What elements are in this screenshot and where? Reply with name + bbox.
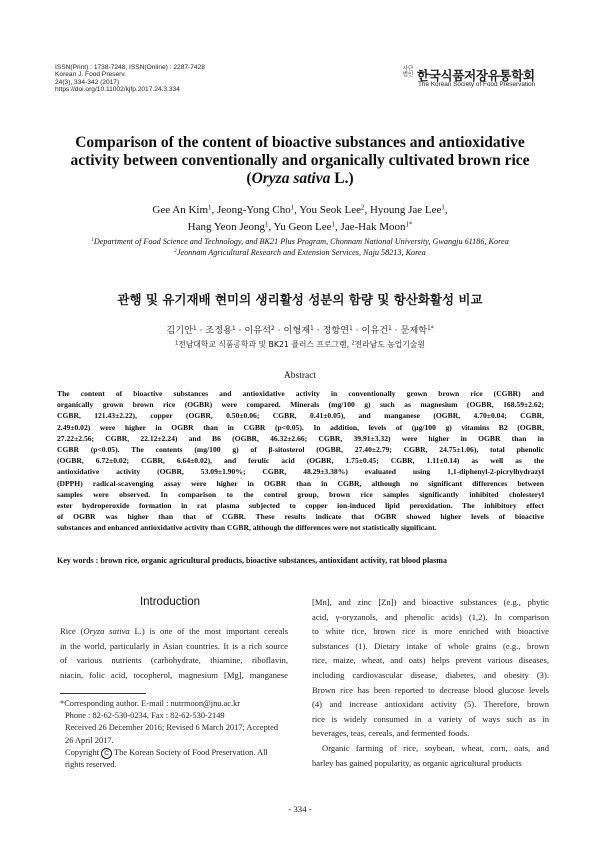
abstract-line: The content of bioactive substances and antioxidative activity in conventionally grown brown rice (CGBR) and [57,389,544,398]
paragraph-line: rice, maize, wheat, and oats) helps prevent various diseases, [312,655,549,666]
volume-line: 24(3), 334-342 (2017) [55,78,120,86]
abstract-line: organically grown brown rice (OGBR) were compared. Minerals (mg/100 g) such as magnesium (OGBR, 168.59±2.62; [57,400,544,410]
author-affiliation-mark: 1 [192,325,197,332]
correspondence-footnote [60,698,290,771]
author-affiliation-mark: 1 [441,204,445,212]
journal-name: Korean J. Food Preserv. [55,71,126,79]
copyright-icon: C [101,748,112,759]
abstract-line: (OGBR, 6.72±0.02; CGBR, 6.64±0.02), and ferulic acid (OGBR, 1.75±0.45; CGBR, 1.11±0.14) as well as the [57,456,544,466]
affiliation-2: $^2$Jeonnam Agricultural Research and Extension Services, Naju 58213, Korea [174,248,426,257]
author-name-ko: 이형재 [283,325,311,336]
paragraph-line: beverages, teas, cereals, and fermented foods. [312,728,470,739]
received-dates: Received 26 December 2016; Revised 6 March 2017; Accepted [65,723,279,733]
keywords-list: brown rice, organic agricultural products, bioactive substances, antioxidant activity, rat blood plasma [100,556,447,565]
author-name: Jae-Hak Moon [340,221,406,233]
author-list-ko: 김기안$^1$ · 조정용$^1$ · 이유석$^2$ · 이형재$^1$ · 정항연$^1$ · 이유건$^1$ · 문제학$^{1*}$ [166,325,434,336]
paragraph-line: (4) and increase antioxidant activity (5). Therefore, brown [312,699,549,710]
author-line: Hang Yeon Jeong$^1$, Yu Geon Lee$^1$, Jae-Hak Moon$^{1*}$ [187,221,413,233]
journal-metadata [55,64,315,94]
society-logo-block [401,66,551,90]
introduction-left-column [60,624,288,682]
author-name-ko: 김기안 [166,325,193,336]
abstract-line: CGBR (p<0.05). The contents (mg/100 g) of β-sitosterol (OGBR, 27.40±2.79; CGBR, 24.75±1.06), total phenolic [57,445,544,455]
society-english-name: The Korean Society of Food Preservation [418,81,536,88]
paper-title [40,134,560,188]
title-line: (Oryza sativa L.) [246,170,354,187]
author-name: You Seok Lee [299,204,362,216]
author-affiliation-mark: 1 [349,325,353,332]
corresponding-author: *Corresponding author. E-mail : nutrmoon@jnu.ac.kr [60,699,241,708]
author-name: Gee An Kim [152,204,209,216]
paragraph-line: Organic farming of rice, soybean, wheat, corn, oats, and [322,742,549,753]
author-line: Gee An Kim$^1$, Jeong-Yong Cho$^1$, You Seok Lee$^2$, Hyoung Jae Lee$^1$, [152,204,448,216]
abstract-body [57,388,544,534]
abstract-line: ester hydroperoxide formation in rat plasma subjected to copper ion-induced lipid peroxidation. The inhibitory effect [57,501,544,511]
rights-reserved: rights reserved. [65,760,117,770]
author-affiliation-mark: 1 [208,204,212,212]
abstract-line: 27.22±2.56; CGBR, 22.12±2.24) and B6 (OGBR, 46.32±2.66; CGBR, 39.91±3.32) were higher in OGBR than in [57,433,544,443]
author-affiliation-mark: 1* [427,325,434,332]
paragraph-line: acid, γ-oryzanols, and phenolic acids) (1,2). In comparison [312,611,549,622]
title-line: Comparison of the content of bioactive substances and antioxidative [75,134,525,151]
abstract-heading: Abstract [283,371,317,381]
author-name: Hang Yeon Jeong [187,221,265,233]
author-name-ko: 조정용 [205,325,233,336]
abstract-line: CGBR, 121.43±2.22), copper (OGBR, 0.50±0.06; CGBR, 0.41±0.05), and manganese (OGBR, 4.70±0.04; CGBR, [57,411,544,421]
paragraph-line: Brown rice has been reported to decrease blood glucose levels [312,684,549,695]
keywords: Key words : brown rice, organic agricultural products, bioactive substances, antioxidant activity, rat blood plasma [57,556,447,565]
author-affiliation-mark: 1* [405,221,413,229]
contact-phone-fax: Phone : 82-62-530-0234, Fax : 82-62-530-2149 [65,711,225,721]
abstract-line: (DPPH) radical-scavenging assay were higher in OGBR than in CGBR, although no significant differences between [57,478,544,488]
author-list-en [40,202,560,236]
abstract-line: substances and enhanced antioxidative activity than CGBR, although the differences were not statistically significant. [57,523,437,533]
author-affiliation-mark: 1 [388,325,392,332]
introduction-right-column [312,595,549,770]
abstract-line: of OGBR was higher than that of CGBR. These results indicate that OGBR showed higher levels of bioactive [57,512,544,522]
footnote-divider [60,693,146,694]
title-line: activity between conventionally and organically cultivated brown rice [70,152,530,169]
accepted-date: 26 April 2017. [65,735,114,745]
species-name: Oryza sativa [83,626,130,636]
author-name: Hyoung Jae Lee [369,204,442,216]
author-affiliation-mark: 1 [232,325,236,332]
affiliation-1: $^1$Department of Food Science and Technology, and BK21 Plus Program, Chonnam National University, Gwangju 61186, Korea [91,237,509,246]
author-name: Yu Geon Lee [273,221,332,233]
section-heading-introduction: Introduction [139,596,201,608]
society-logo-mark: 사단법인 [402,66,414,78]
author-name-ko: 이유건 [361,325,389,336]
paragraph-line: substances (1). Dietary intake of whole grains (e.g., brown [312,640,549,651]
author-affiliation-mark: 1 [290,204,295,212]
paragraph-line: [Mn], and zinc [Zn]) and bioactive substances (e.g., phytic [312,597,549,607]
affiliations-en [40,236,560,258]
paragraph-line: barley has gained popularity, as organic agricultural products [312,757,522,768]
author-name-ko: 정항연 [322,325,350,336]
page-number: - 334 - [288,804,312,814]
paper-title-korean: 관행 및 유기재배 현미의 생리활성 성분의 함량 및 항산화활성 비교 [117,292,483,307]
author-affiliation-mark: 2 [271,325,275,332]
author-affiliation-mark: 1 [331,221,335,229]
keywords-label: Key words [57,556,94,565]
author-name-ko: 문제학 [400,325,428,336]
author-affiliation-mark: 1 [264,221,269,229]
paragraph-line: including cardiovascular disease, diabetes, and obesity (3). [312,669,549,680]
abstract-line: samples were observed. In comparison to the control group, brown rice samples significantly inhibited cholesteryl [57,489,544,499]
author-affiliation-mark: 2 [361,204,365,212]
abstract-line: 2.49±0.02) were higher in OGBR than in CGBR (p<0.05). In addition, levels of (μg/100 g) vitamins B2 (OGBR, [57,422,544,432]
paragraph-line: niacin, folic acid, tocopherol, magnesium [Mg], manganese [60,669,288,680]
author-name: Jeong-Yong Cho [216,204,291,216]
paragraph-line: to white rice, brown rice is more enriched with bioactive [312,626,549,637]
author-name-ko: 이유석 [244,325,272,336]
copyright-line: Copyright C The Korean Society of Food Preservation. All [65,747,268,757]
paragraph-line: Rice (Oryza sativa L.) is one of the most important cereals [60,626,288,636]
abstract-line: antioxidative activity (OGBR, 53.09±1.90%; CGBR, 48.29±3.38%) evaluated using 1,1-diphenyl-2-picrylhydrazyl [57,467,544,477]
society-korean-name: 한국식품저장유통학회 [417,68,535,83]
species-name: Oryza sativa [251,170,331,187]
affiliations-ko: $^1$전남대학교 식품공학과 및 BK21 플러스 프로그램, $^2$전라남도 농업기술원 [175,340,425,349]
paragraph-line: in the world, particularly in Asian countries. It is a rich source [60,640,288,651]
paragraph-line: rice is widely consumed in a variety of ways such as in [312,713,549,724]
issn-line: ISSN(Print) : 1738-7248, ISSN(Online) : 2287-7428 [55,64,205,71]
author-affiliation-mark: 1 [310,325,314,332]
paragraph-line: of various nutrients (carbohydrate, thiamine, riboflavin, [60,655,288,666]
doi-link[interactable]: https://doi.org/10.11002/kjfp.2017.24.3.334 [55,86,180,94]
